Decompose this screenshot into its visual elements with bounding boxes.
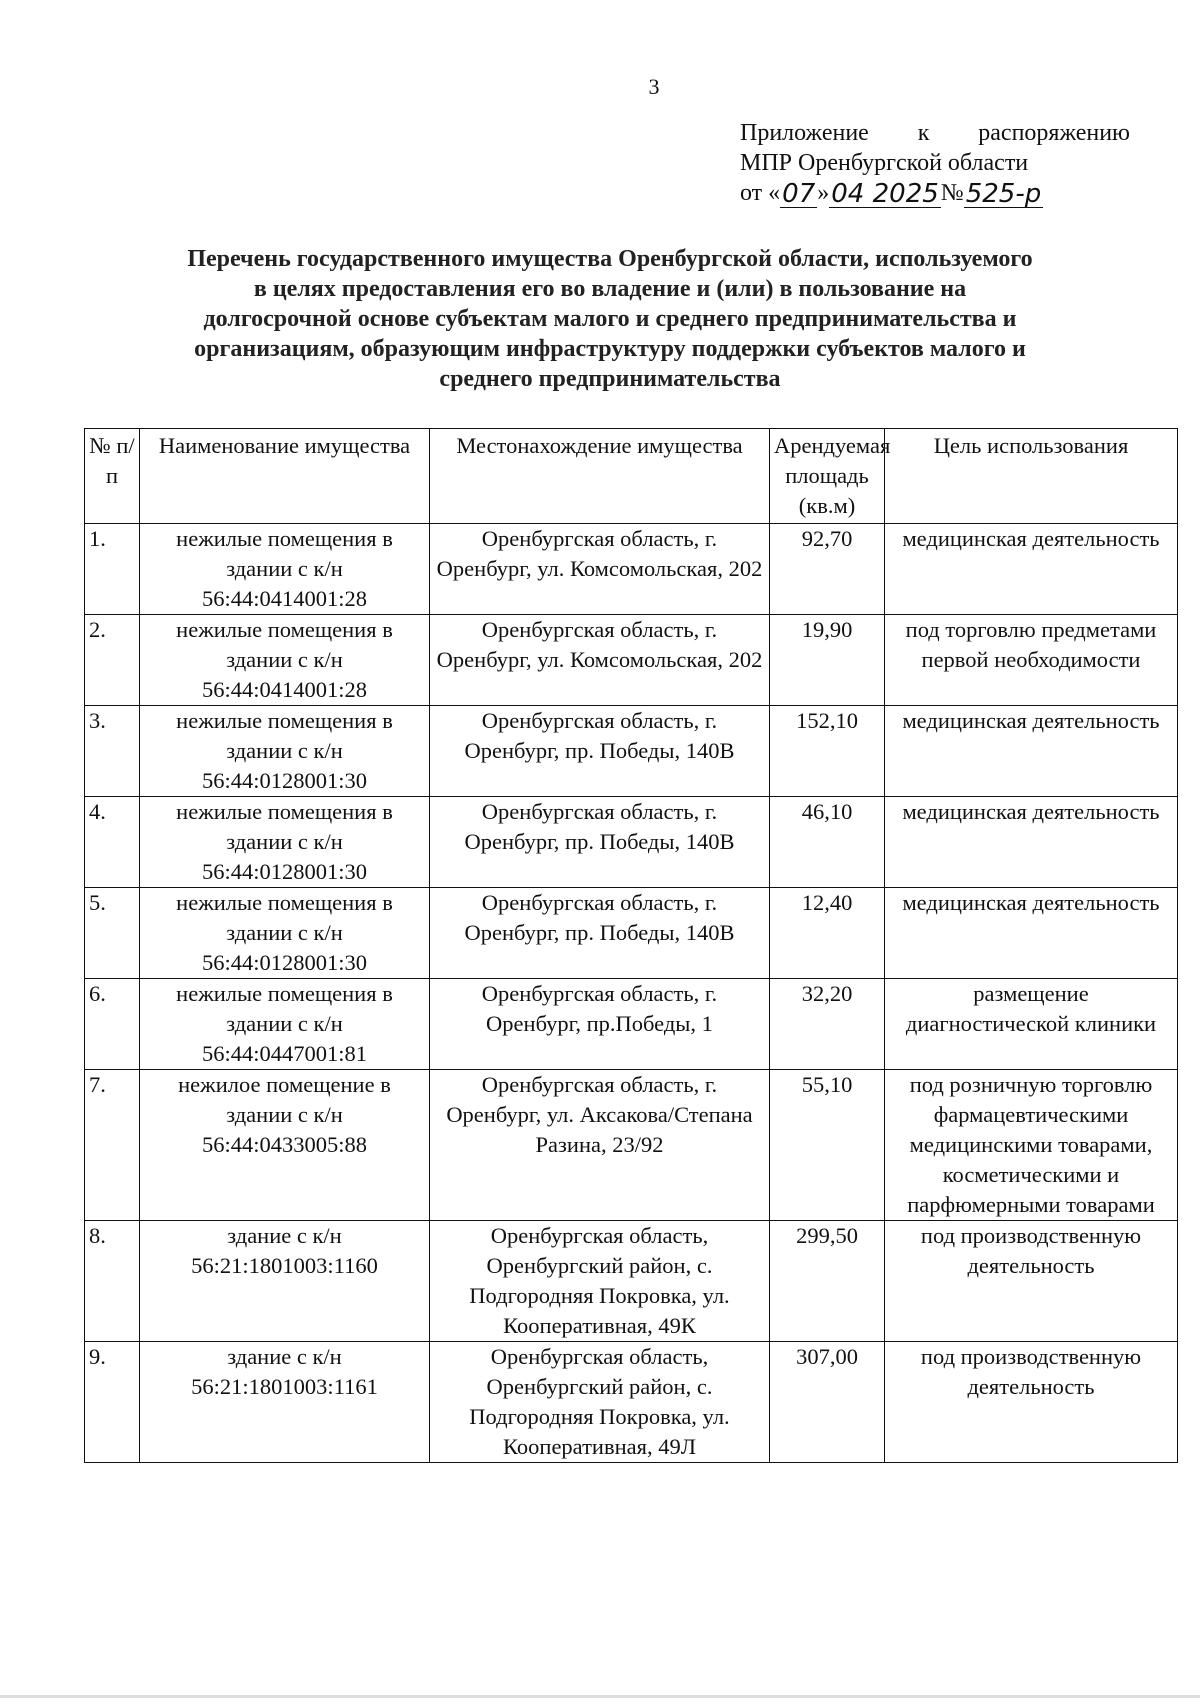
cell-num: 6. bbox=[85, 979, 140, 1070]
page-number: 3 bbox=[648, 74, 660, 99]
header-purpose: Цель использования bbox=[885, 429, 1178, 524]
cell-purpose: медицинская деятельность bbox=[885, 524, 1178, 615]
table-row bbox=[85, 615, 1178, 706]
cell-location: Оренбургская область, г. Оренбург, пр. Победы, 140В bbox=[430, 706, 770, 797]
number-label: № bbox=[940, 180, 964, 206]
cell-purpose: под торговлю предметами первой необходимости bbox=[885, 615, 1178, 706]
appendix-line-2: МПР Оренбургской области bbox=[740, 150, 1029, 176]
cell-num: 7. bbox=[85, 1070, 140, 1221]
header-num: № п/п bbox=[85, 429, 140, 524]
cell-purpose: размещение диагностической клиники bbox=[885, 979, 1178, 1070]
property-table bbox=[84, 428, 1178, 1463]
appendix-word-1: Приложение bbox=[740, 120, 869, 146]
cell-name: нежилые помещения в здании с к/н 56:44:0128001:30 bbox=[140, 706, 430, 797]
cell-name: нежилые помещения в здании с к/н 56:44:0128001:30 bbox=[140, 797, 430, 888]
header-area: Арендуемая площадь (кв.м) bbox=[770, 429, 885, 524]
cell-name: нежилые помещения в здании с к/н 56:44:0447001:81 bbox=[140, 979, 430, 1070]
cell-name: нежилые помещения в здании с к/н 56:44:0128001:30 bbox=[140, 888, 430, 979]
cell-location: Оренбургская область, г. Оренбург, ул. Аксакова/Степана Разина, 23/92 bbox=[430, 1070, 770, 1221]
cell-purpose: медицинская деятельность bbox=[885, 888, 1178, 979]
document-title: Перечень государственного имущества Оренбургской области, используемого в целях предоставления его во владение и (или) в пользование на долгосрочной основе субъектам малого и среднего предпринимательства и организациям, образующим инфраструктуру поддержки субъектов малого и среднего предпринимательства bbox=[187, 246, 1033, 392]
cell-area: 12,40 bbox=[770, 888, 885, 979]
table-row bbox=[85, 1342, 1178, 1463]
cell-location: Оренбургская область, г. Оренбург, пр. Победы, 140В bbox=[430, 797, 770, 888]
handwritten-month-year: 04 2025 bbox=[831, 179, 939, 209]
cell-location: Оренбургская область, Оренбургский район, с. Подгородняя Покровка, ул. Кооперативная, 49К bbox=[430, 1221, 770, 1342]
cell-name: здание с к/н 56:21:1801003:1161 bbox=[140, 1342, 430, 1463]
table-row bbox=[85, 979, 1178, 1070]
cell-location: Оренбургская область, г. Оренбург, пр.Победы, 1 bbox=[430, 979, 770, 1070]
cell-name: здание с к/н 56:21:1801003:1160 bbox=[140, 1221, 430, 1342]
table-header-row bbox=[85, 429, 1178, 524]
cell-num: 8. bbox=[85, 1221, 140, 1342]
cell-location: Оренбургская область, г. Оренбург, ул. Комсомольская, 202 bbox=[430, 524, 770, 615]
cell-num: 2. bbox=[85, 615, 140, 706]
handwritten-number: 525-р bbox=[965, 179, 1042, 209]
table-row bbox=[85, 888, 1178, 979]
cell-name: нежилые помещения в здании с к/н 56:44:0414001:28 bbox=[140, 524, 430, 615]
table-row bbox=[85, 1221, 1178, 1342]
appendix-block bbox=[740, 118, 1130, 208]
cell-purpose: под производственную деятельность bbox=[885, 1342, 1178, 1463]
cell-area: 55,10 bbox=[770, 1070, 885, 1221]
cell-area: 32,20 bbox=[770, 979, 885, 1070]
cell-purpose: медицинская деятельность bbox=[885, 797, 1178, 888]
table-row bbox=[85, 706, 1178, 797]
cell-location: Оренбургская область, Оренбургский район, с. Подгородняя Покровка, ул. Кооперативная, 49Л bbox=[430, 1342, 770, 1463]
quote-close: » bbox=[817, 180, 830, 206]
handwritten-day: 07 bbox=[782, 179, 816, 209]
cell-area: 46,10 bbox=[770, 797, 885, 888]
cell-area: 299,50 bbox=[770, 1221, 885, 1342]
appendix-word-2: к bbox=[917, 120, 930, 146]
header-location: Местонахождение имущества bbox=[430, 429, 770, 524]
cell-name: нежилое помещение в здании с к/н 56:44:0433005:88 bbox=[140, 1070, 430, 1221]
cell-location: Оренбургская область, г. Оренбург, пр. Победы, 140В bbox=[430, 888, 770, 979]
appendix-word-3: распоряжению bbox=[978, 120, 1130, 146]
table-row bbox=[85, 797, 1178, 888]
cell-num: 4. bbox=[85, 797, 140, 888]
table-row bbox=[85, 1070, 1178, 1221]
cell-purpose: медицинская деятельность bbox=[885, 706, 1178, 797]
from-label: от « bbox=[740, 180, 781, 206]
cell-num: 3. bbox=[85, 706, 140, 797]
cell-area: 19,90 bbox=[770, 615, 885, 706]
cell-location: Оренбургская область, г. Оренбург, ул. Комсомольская, 202 bbox=[430, 615, 770, 706]
cell-num: 1. bbox=[85, 524, 140, 615]
cell-purpose: под розничную торговлю фармацевтическими медицинскими товарами, косметическими и парфюмерными товарами bbox=[885, 1070, 1178, 1221]
cell-num: 5. bbox=[85, 888, 140, 979]
cell-area: 92,70 bbox=[770, 524, 885, 615]
header-name: Наименование имущества bbox=[140, 429, 430, 524]
cell-area: 152,10 bbox=[770, 706, 885, 797]
cell-purpose: под производственную деятельность bbox=[885, 1221, 1178, 1342]
appendix-line-3 bbox=[740, 178, 1130, 208]
table-row bbox=[85, 524, 1178, 615]
cell-num: 9. bbox=[85, 1342, 140, 1463]
cell-name: нежилые помещения в здании с к/н 56:44:0414001:28 bbox=[140, 615, 430, 706]
appendix-line-1 bbox=[740, 118, 1130, 148]
cell-area: 307,00 bbox=[770, 1342, 885, 1463]
